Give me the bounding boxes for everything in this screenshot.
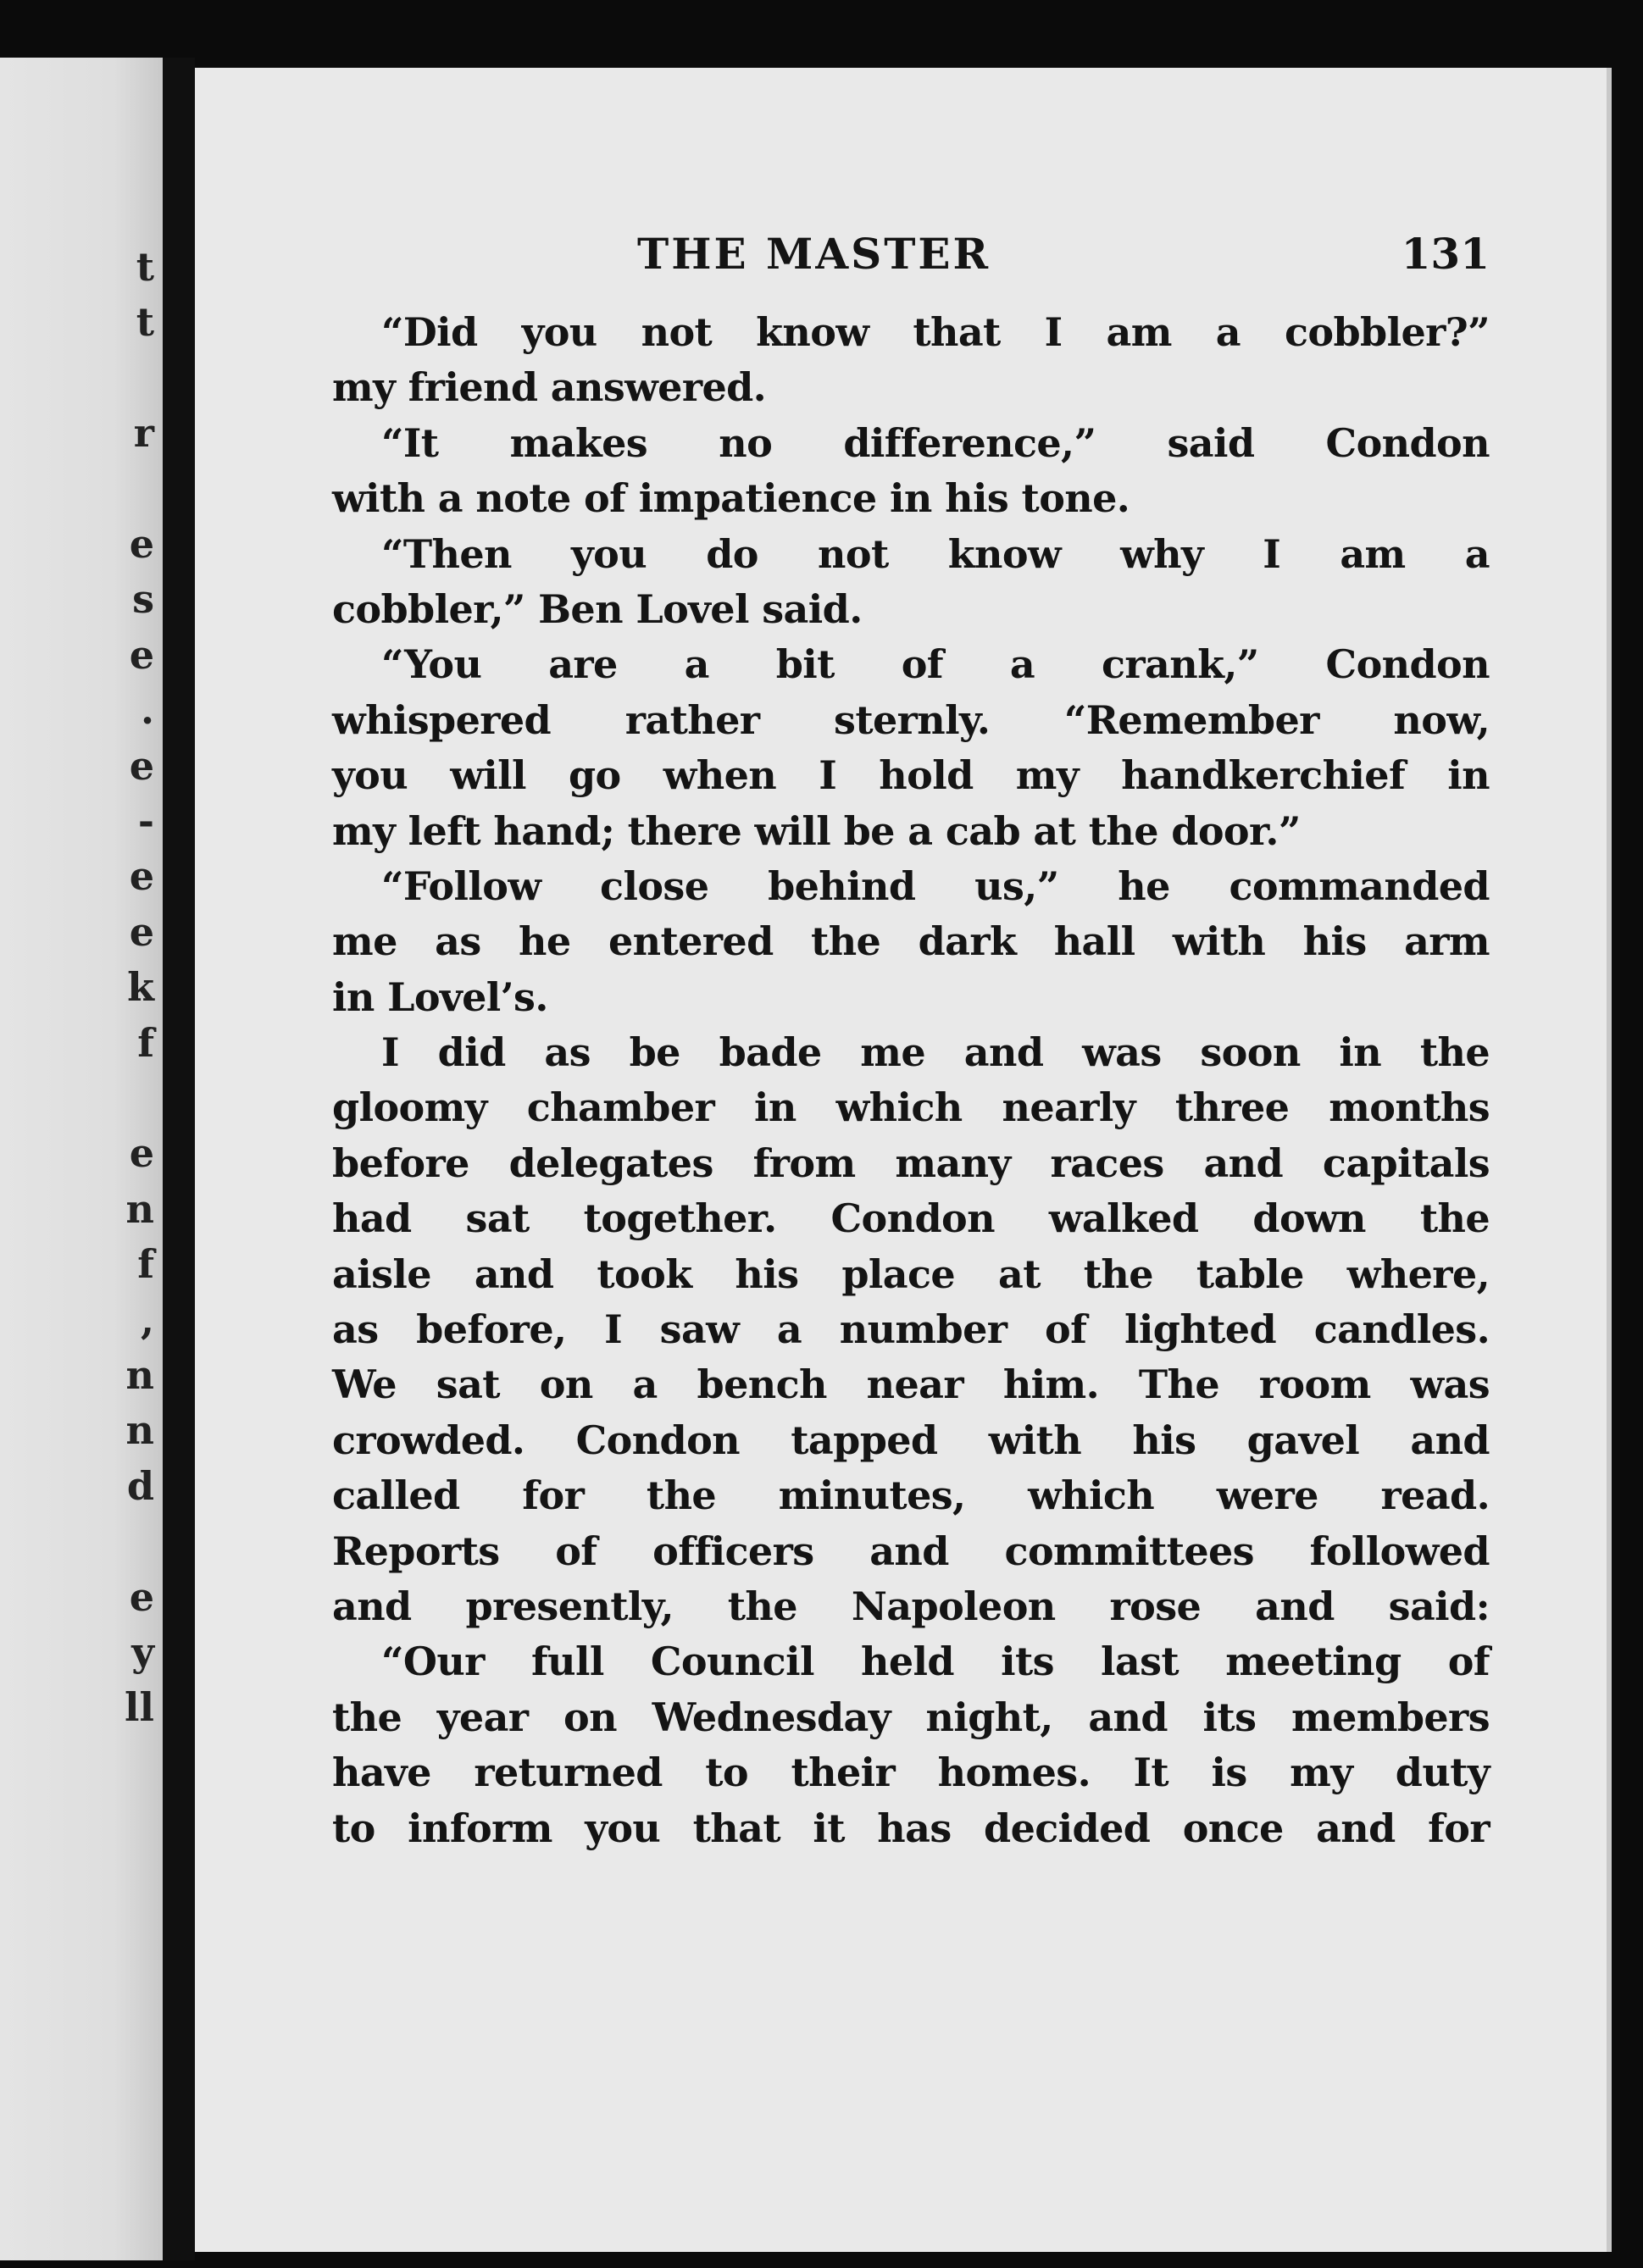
text-line: the year on Wednesday night, and its members xyxy=(332,1694,1490,1740)
text-line: cobbler,” Ben Lovel said. xyxy=(332,585,863,632)
facing-page-letter: s xyxy=(132,576,154,623)
text-line: Reports of officers and committees followed xyxy=(332,1528,1490,1574)
text-line: with a note of impatience in his tone. xyxy=(332,475,1130,522)
facing-page-letter: n xyxy=(125,1185,154,1232)
text-line: my friend answered. xyxy=(332,364,767,411)
facing-page-letter: e xyxy=(129,521,154,567)
book-gutter xyxy=(163,58,195,2260)
text-line: “You are a bit of a crank,” Condon xyxy=(381,641,1490,688)
text-line: We sat on a bench near him. The room was xyxy=(332,1361,1490,1408)
text-line: “Did you not know that I am a cobbler?” xyxy=(381,309,1490,355)
text-line: “Follow close behind us,” he commanded xyxy=(381,862,1490,909)
body-text xyxy=(332,305,1490,1856)
book-page xyxy=(195,68,1612,2252)
facing-page-letter: d xyxy=(126,1462,154,1509)
facing-page-letter: . xyxy=(140,687,154,734)
facing-page-letter: e xyxy=(129,908,154,955)
text-line: “Our full Council held its last meeting of xyxy=(381,1639,1490,1685)
text-line: to inform you that it has decided once and for xyxy=(332,1805,1490,1851)
text-line: in Lovel’s. xyxy=(332,973,548,1020)
text-line: me as he entered the dark hall with his arm xyxy=(332,918,1490,965)
running-head xyxy=(332,229,1490,305)
facing-page-letter: e xyxy=(129,631,154,678)
facing-page-letter: e xyxy=(129,742,154,789)
page-number: 131 xyxy=(1401,229,1490,279)
facing-page-letter: t xyxy=(136,299,154,346)
text-line: gloomy chamber in which nearly three months xyxy=(332,1084,1490,1131)
text-line: my left hand; there will be a cab at the door.” xyxy=(332,807,1301,854)
text-line: you will go when I hold my handkerchief in xyxy=(332,752,1490,799)
text-line: “Then you do not know why I am a xyxy=(381,530,1490,577)
facing-page-letter: ll xyxy=(125,1684,154,1731)
facing-page-letter: e xyxy=(129,1573,154,1620)
facing-page-letter: f xyxy=(137,1019,154,1066)
facing-page-letter: y xyxy=(131,1629,154,1675)
facing-page-letter: n xyxy=(125,1352,154,1398)
page-text xyxy=(332,229,1490,1856)
facing-page-letter: f xyxy=(137,1241,154,1288)
facing-page-letter: - xyxy=(137,798,154,844)
text-line: whispered rather sternly. “Remember now, xyxy=(332,696,1490,743)
text-line: aisle and took his place at the table where, xyxy=(332,1250,1490,1297)
facing-page-letter: k xyxy=(127,964,154,1011)
facing-page-letter: t xyxy=(136,244,154,290)
facing-page-letter: r xyxy=(133,410,154,457)
text-line: have returned to their homes. It is my duty xyxy=(332,1750,1490,1796)
facing-page-fragment xyxy=(0,58,163,2260)
text-line: had sat together. Condon walked down the xyxy=(332,1195,1490,1242)
facing-page-letter: , xyxy=(140,1296,154,1343)
text-line: and presently, the Napoleon rose and said: xyxy=(332,1583,1490,1629)
text-line: called for the minutes, which were read. xyxy=(332,1472,1490,1519)
text-line: I did as be bade me and was soon in the xyxy=(381,1029,1490,1076)
text-line: crowded. Condon tapped with his gavel and xyxy=(332,1417,1490,1463)
text-line: “It makes no difference,” said Condon xyxy=(381,419,1490,466)
facing-page-letter: n xyxy=(125,1407,154,1454)
facing-page-letter: e xyxy=(129,853,154,900)
running-head-title: THE MASTER xyxy=(637,229,991,279)
text-line: before delegates from many races and capitals xyxy=(332,1140,1490,1186)
text-line: as before, I saw a number of lighted candles. xyxy=(332,1306,1490,1353)
facing-page-letter: e xyxy=(129,1130,154,1177)
